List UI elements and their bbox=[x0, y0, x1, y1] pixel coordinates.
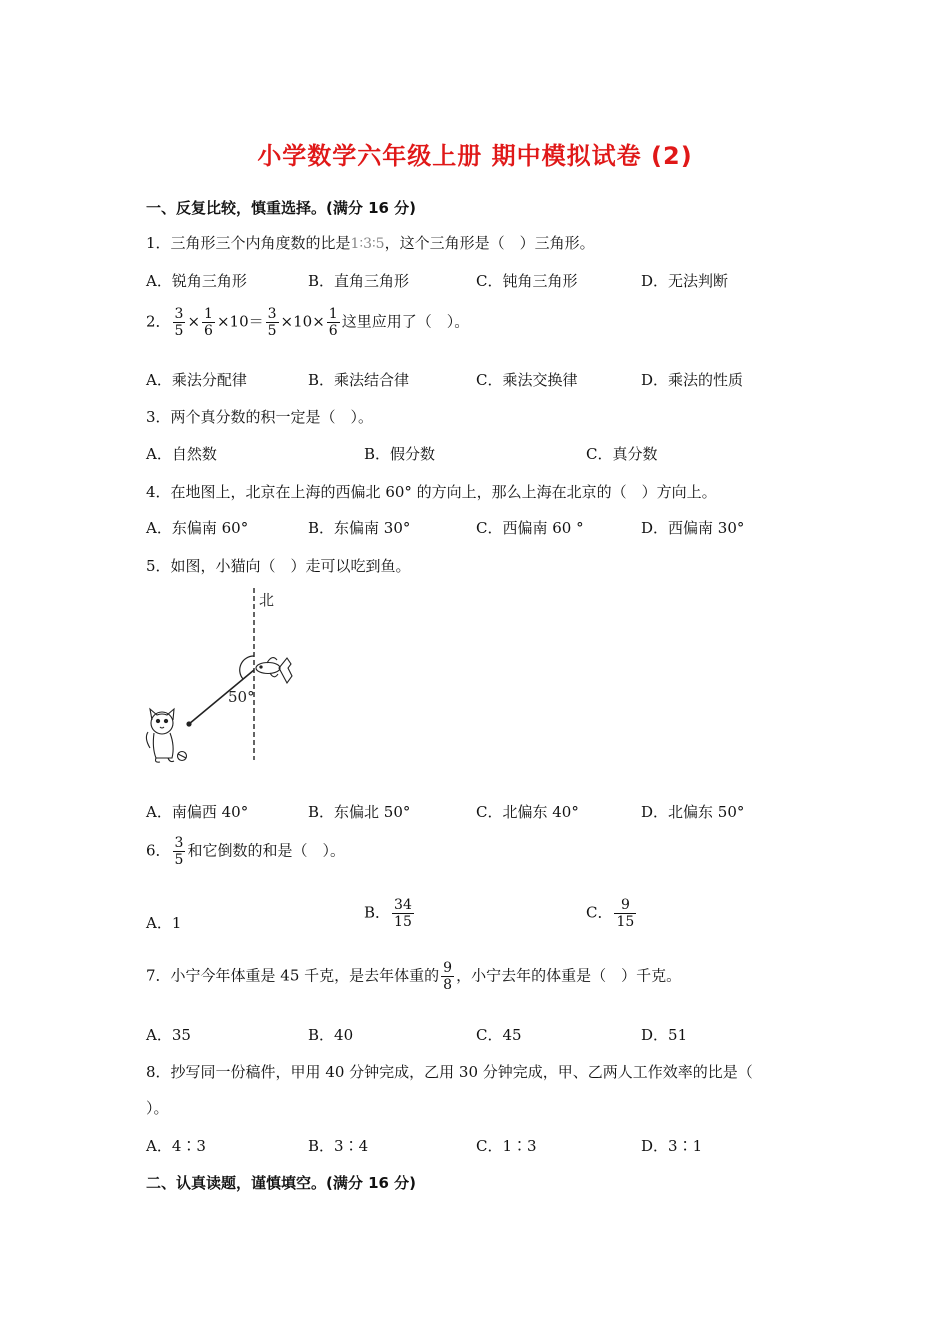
q5-option-a: A．南偏西 40° bbox=[146, 803, 249, 821]
q5-option-b: B．东偏北 50° bbox=[308, 803, 411, 821]
q2-option-a: A．乘法分配律 bbox=[146, 371, 247, 389]
q8-option-d: D．3∶1 bbox=[641, 1137, 703, 1155]
q6-option-b-label: B． bbox=[364, 903, 391, 922]
question-1-ratio: 1∶3∶5 bbox=[350, 236, 385, 252]
fraction-1-6-b: $\frac{1}{6}$ bbox=[328, 306, 338, 340]
q8-option-b: B．3∶4 bbox=[308, 1137, 369, 1155]
q8-option-a: A．4∶3 bbox=[146, 1137, 206, 1155]
section-heading-fill: 二、认真读题，谨慎填空。(满分 16 分) bbox=[146, 1174, 417, 1192]
q6-option-c-label: C． bbox=[586, 903, 613, 922]
fraction-9-8: $\frac{9}{8}$ bbox=[443, 960, 453, 994]
times-ten-times: ×10× bbox=[280, 312, 325, 331]
fraction-34-15: $\frac{34}{15}$ bbox=[394, 897, 412, 931]
q6-option-c bbox=[586, 897, 638, 930]
cat-icon bbox=[146, 709, 186, 762]
q1-option-b: B．直角三角形 bbox=[308, 272, 410, 290]
question-8-line-1: 8．抄写同一份稿件，甲用 40 分钟完成，乙用 30 分钟完成，甲、乙两人工作效率的比是（ bbox=[146, 1063, 753, 1081]
q3-option-a: A．自然数 bbox=[146, 445, 217, 463]
q6-option-b bbox=[364, 897, 416, 930]
fraction-9-15: $\frac{9}{15}$ bbox=[616, 897, 635, 931]
fraction-1-6: $\frac{1}{6}$ bbox=[204, 306, 213, 340]
question-2 bbox=[146, 306, 469, 339]
question-4: 4．在地图上，北京在上海的西偏北 60° 的方向上，那么上海在北京的（ ）方向上。 bbox=[146, 483, 717, 501]
question-6-suffix: 和它倒数的和是（ ）。 bbox=[187, 841, 345, 860]
question-1-prefix: 1．三角形三个内角度数的比是 bbox=[146, 234, 351, 252]
q8-option-c: C．1∶3 bbox=[476, 1137, 537, 1155]
fish-icon bbox=[256, 658, 292, 683]
question-1 bbox=[146, 232, 595, 253]
angle-label: 50° bbox=[228, 688, 255, 706]
question-2-suffix: 这里应用了（ ）。 bbox=[341, 312, 470, 331]
q5-option-d: D．北偏东 50° bbox=[641, 803, 745, 821]
question-6 bbox=[146, 835, 345, 868]
direction-diagram bbox=[142, 588, 312, 768]
q4-option-b: B．东偏南 30° bbox=[308, 519, 411, 537]
question-2-number: 2． bbox=[146, 312, 171, 331]
cat-point bbox=[186, 721, 191, 726]
q2-option-c: C．乘法交换律 bbox=[476, 371, 578, 389]
q4-option-a: A．东偏南 60° bbox=[146, 519, 249, 537]
q5-option-c: C．北偏东 40° bbox=[476, 803, 579, 821]
fraction-3-5-b: $\frac{3}{5}$ bbox=[267, 306, 277, 340]
question-8-line-2: ）。 bbox=[146, 1099, 169, 1117]
q4-option-c: C．西偏南 60 ° bbox=[476, 519, 584, 537]
q3-option-c: C．真分数 bbox=[586, 445, 658, 463]
q2-option-b: B．乘法结合律 bbox=[308, 371, 410, 389]
q2-option-d: D．乘法的性质 bbox=[641, 371, 744, 389]
question-1-suffix: ，这个三角形是（ ）三角形。 bbox=[384, 234, 595, 252]
q6-option-a: A．1 bbox=[146, 914, 182, 932]
q3-option-b: B．假分数 bbox=[364, 445, 436, 463]
fraction-3-5: $\frac{3}{5}$ bbox=[174, 306, 184, 340]
times-ten-equals: ×10＝ bbox=[216, 312, 264, 331]
q7-option-b: B．40 bbox=[308, 1026, 354, 1044]
question-6-number: 6． bbox=[146, 841, 171, 860]
page-title: 小学数学六年级上册 期中模拟试卷 (2) bbox=[257, 142, 693, 170]
section-heading-choice: 一、反复比较，慎重选择。(满分 16 分) bbox=[146, 199, 417, 217]
q4-option-d: D．西偏南 30° bbox=[641, 519, 745, 537]
q1-option-d: D．无法判断 bbox=[641, 272, 729, 290]
q7-option-a: A．35 bbox=[146, 1026, 191, 1044]
question-5: 5．如图，小猫向（ ）走可以吃到鱼。 bbox=[146, 557, 411, 575]
direction-figure bbox=[142, 588, 312, 772]
times-sign: × bbox=[187, 312, 201, 331]
question-7-suffix: ，小宁去年的体重是（ ）千克。 bbox=[456, 966, 682, 985]
q1-option-a: A．锐角三角形 bbox=[146, 272, 247, 290]
question-7-prefix: 7．小宁今年体重是 45 千克，是去年体重的 bbox=[146, 966, 440, 985]
q7-option-c: C．45 bbox=[476, 1026, 522, 1044]
north-label: 北 bbox=[259, 591, 275, 609]
q1-option-c: C．钝角三角形 bbox=[476, 272, 578, 290]
question-7 bbox=[146, 960, 681, 993]
q7-option-d: D．51 bbox=[641, 1026, 688, 1044]
fraction-3-5-q6: $\frac{3}{5}$ bbox=[174, 835, 184, 869]
question-3: 3．两个真分数的积一定是（ ）。 bbox=[146, 408, 374, 426]
